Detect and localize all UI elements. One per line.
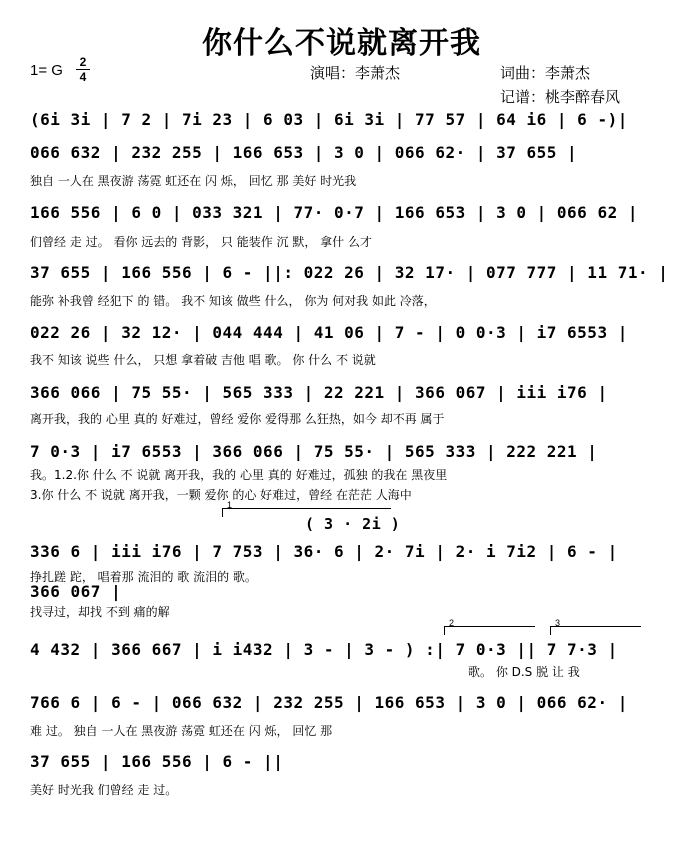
- lyric-line-6: 离开我，我的 心里 真的 好难过，曾经 爱你 爱得那 么狂热，如今 却不再 属于: [30, 412, 445, 426]
- key-signature: 1= G: [30, 62, 63, 79]
- volta-number-3: 3: [555, 618, 561, 628]
- volta-number-1: 1: [227, 500, 233, 510]
- lyric-line-9: 找寻过，却找 不到 痛的解: [30, 605, 170, 619]
- lyric-line-12: 美好 时光我 们曾经 走 过。: [30, 783, 178, 797]
- singer-credit: 演唱：李萧杰: [310, 64, 401, 82]
- volta-bracket-2: [444, 618, 535, 635]
- lyric-line-7b: 3.你 什么 不 说就 离开我，一颗 爱你 的心 好难过，曾经 在茫茫 人海中: [30, 488, 412, 502]
- score-line-11: 766 6 | 6 - | 066 632 | 232 255 | 166 653 | 3 0 | 066 62· |: [30, 693, 628, 712]
- score-line-2: 066 632 | 232 255 | 166 653 | 3 0 | 066 62· | 37 655 |: [30, 143, 578, 162]
- volta-bracket-3: [550, 618, 641, 635]
- transcriber-credit: 记谱：桃李醉春风: [500, 88, 621, 106]
- lyric-line-5: 我不 知该 说些 什么， 只想 拿着破 吉他 唱 歌。 你 什么 不 说就: [30, 353, 376, 367]
- score-line-12: 37 655 | 166 556 | 6 - ||: [30, 752, 284, 771]
- writer-credit: 词曲：李萧杰: [500, 64, 591, 82]
- lyric-line-11: 难 过。 独自 一人在 黑夜游 荡霓 虹还在 闪 烁， 回忆 那: [30, 724, 333, 738]
- score-line-4: 37 655 | 166 556 | 6 - ||: 022 26 | 32 17· | 077 777 | 11 71· |: [30, 263, 669, 282]
- song-title: 你什么不说就离开我: [202, 26, 481, 61]
- score-line-7: 7 0·3 | i7 6553 | 366 066 | 75 55· | 565 333 | 222 221 |: [30, 442, 598, 461]
- score-line-10: 4 432 | 366 667 | i i432 | 3 - | 3 - ) :| 7 0·3 || 7 7·3 |: [30, 640, 618, 659]
- score-line-1: (6i 3i | 7 2 | 7i 23 | 6 03 | 6i 3i | 77 57 | 64 i6 | 6 -)|: [30, 110, 628, 129]
- time-signature: [76, 56, 90, 83]
- time-numerator: 2: [79, 55, 87, 69]
- score-line-8: 336 6 | iii i76 | 7 753 | 36· 6 | 2· 7i | 2· i 7i2 | 6 - |: [30, 542, 618, 561]
- score-line-5: 022 26 | 32 12· | 044 444 | 41 06 | 7 - | 0 0·3 | i7 6553 |: [30, 323, 628, 342]
- lyric-line-3: 们曾经 走 过。 看你 远去的 背影， 只 能装作 沉 默， 拿什 么才: [30, 235, 372, 249]
- volta-number-2: 2: [449, 618, 455, 628]
- score-line-3: 166 556 | 6 0 | 033 321 | 77· 0·7 | 166 653 | 3 0 | 066 62 |: [30, 203, 638, 222]
- lyric-line-8: 挣扎蹉 跎， 唱着那 流泪的 歌 流泪的 歌。: [30, 570, 257, 584]
- lyric-line-2: 独自 一人在 黑夜游 荡霓 虹还在 闪 烁， 回忆 那 美好 时光我: [30, 174, 357, 188]
- score-alt-line: ( 3 · 2i ): [305, 515, 401, 533]
- score-line-6: 366 066 | 75 55· | 565 333 | 22 221 | 366 067 | iii i76 |: [30, 383, 608, 402]
- lyric-line-10: 歌。 你 D.S 脱 让 我: [468, 665, 580, 679]
- lyric-line-7a: 我。1.2.你 什么 不 说就 离开我，我的 心里 真的 好难过，孤独 的我在 黑夜里: [30, 468, 448, 482]
- score-line-9: 366 067 |: [30, 582, 122, 601]
- lyric-line-4: 能弥 补我曾 经犯下 的 错。 我不 知该 做些 什么， 你为 何对我 如此 冷落，: [30, 294, 436, 308]
- time-denominator: 4: [79, 70, 87, 84]
